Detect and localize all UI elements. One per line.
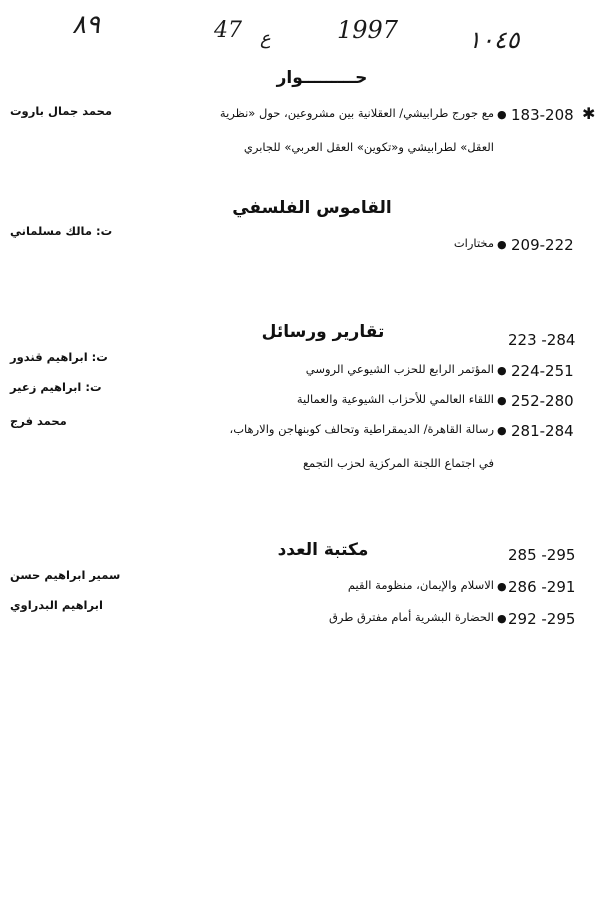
section-title-dictionary: القاموس الفلسفي [232,198,392,218]
entry-text: الحضارة البشرية أمام مفترق طرق [328,610,494,624]
bullet-icon: ● [497,580,507,593]
section-page-range: 285 -295 [508,546,576,564]
handwritten-number-right: ١٠٤٥ [468,26,520,54]
entry-text-continued: في اجتماع اللجنة المركزية لحزب التجمع [302,456,494,470]
entry-text: اللقاء العالمي للأحزاب الشيوعية والعمالية [296,392,494,406]
author: ابراهيم البدراوي [10,598,103,612]
entry-text: الاسلام والإيمان، منظومة القيم [347,578,494,592]
star-marker-icon: ✱ [582,104,596,123]
entry-dialogue-line1: مع جورج طرابيشي/ العقلانية بين مشروعين، حول «نظرية [219,106,494,120]
entry-text: رسالة القاهرة/ الديمقراطية وتحالف كوبنهاجن والارهاب، [229,422,494,436]
handwritten-issue-separator: ع [260,28,271,49]
page-range: 252-280 [511,392,574,410]
page-range: 281-284 [511,422,574,440]
page-range: 286 -291 [508,578,576,596]
section-page-range: 223 -284 [508,331,576,349]
page-range: 209-222 [511,236,574,254]
section-title-reports: تقارير ورسائل [261,322,385,342]
bullet-icon: ● [497,238,507,251]
page-range: 183-208 [511,106,574,124]
bullet-icon: ● [497,424,507,437]
author: ت: ابراهيم زعير [10,380,102,394]
author: ت: ابراهيم قندور [10,350,108,364]
section-title-library: مكتبة العدد [277,540,369,560]
handwritten-code-left: ٨٩ [72,10,100,40]
translator-dictionary: ت: مالك مسلماني [10,224,113,238]
handwritten-issue-number: 47 [214,18,242,43]
section-title-dialogue: حـــــــــوار [276,68,368,88]
entry-dictionary-text: مختارات [453,236,494,250]
bullet-icon: ● [497,364,507,377]
bullet-icon: ● [497,394,507,407]
page-range: 224-251 [511,362,574,380]
entry-text: المؤتمر الرابع للحزب الشيوعي الروسي [305,362,494,376]
page-range: 292 -295 [508,610,576,628]
author: محمد فرج [10,414,67,428]
handwritten-year: 1997 [337,16,399,44]
entry-dialogue-line2: العقل» لطرابيشي و«تكوين» العقل العربي» للجابري [243,140,494,154]
author-dialogue: محمد جمال باروت [10,104,113,118]
author: سمير ابراهيم حسن [10,568,121,582]
bullet-icon: ● [497,108,507,121]
bullet-icon: ● [497,612,507,625]
